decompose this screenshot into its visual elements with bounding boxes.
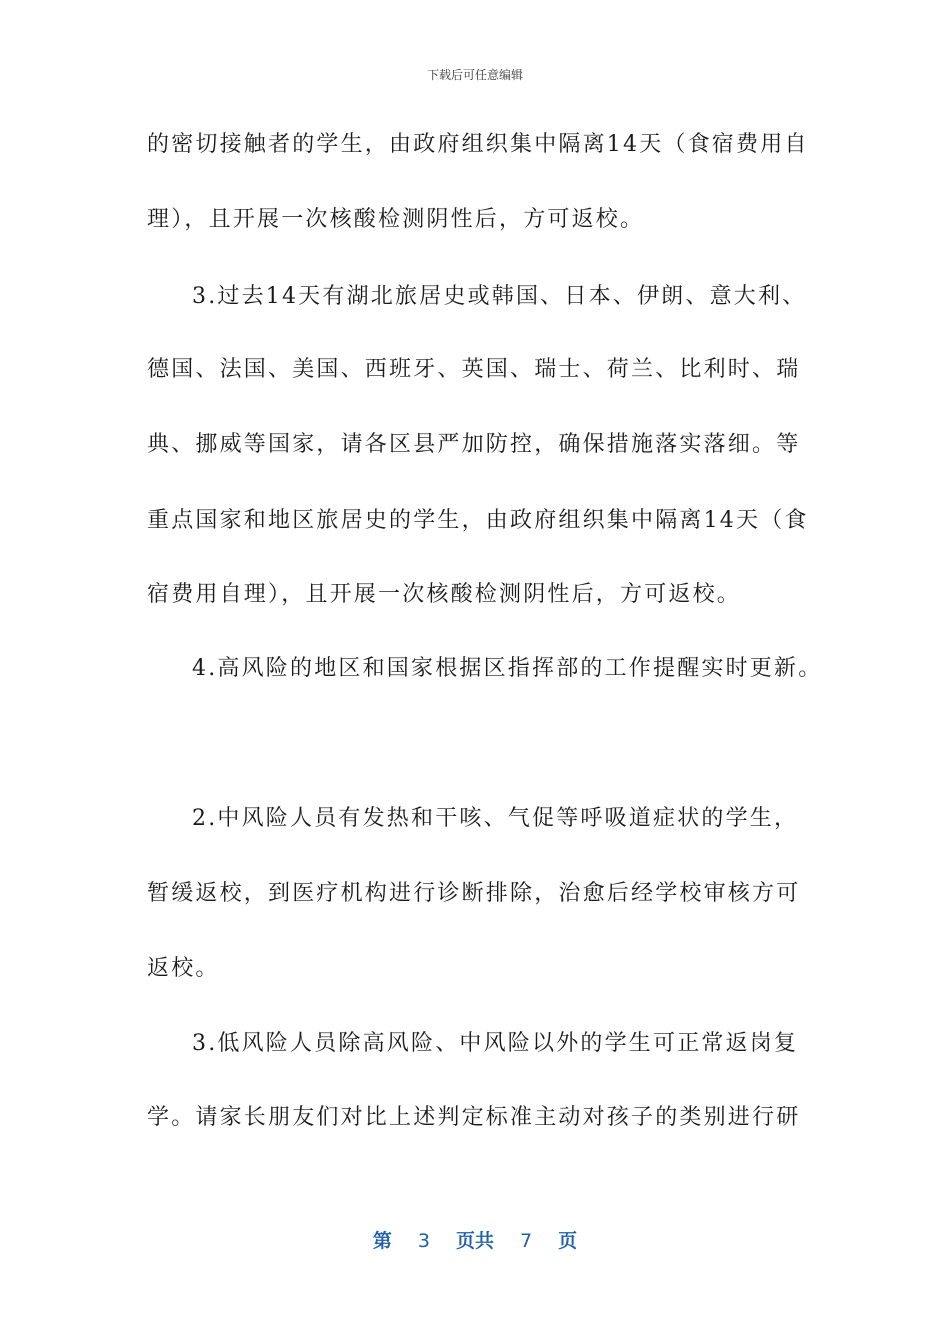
body-line: 理），且开展一次核酸检测阴性后，方可返校。 [147,207,645,232]
body-line: 德国、法国、美国、西班牙、英国、瑞士、荷兰、比利时、瑞 [147,357,801,382]
body-line: 返校。 [147,956,220,981]
body-line: 4.高风险的地区和国家根据区指挥部的工作提醒实时更新。 [192,656,823,681]
page-footer [0,1226,950,1253]
body-line: 重点国家和地区旅居史的学生，由政府组织集中隔离14天（食 [147,508,809,533]
footer-middle: 页共 [455,1230,494,1252]
download-note: 下载后可任意编辑 [426,68,523,82]
body-line: 2.中风险人员有发热和干咳、气促等呼吸道症状的学生， [192,806,799,831]
body-line: 典、挪威等国家，请各区县严加防控，确保措施落实落细。等 [147,432,801,457]
current-page-number: 3 [417,1230,430,1252]
total-page-number: 7 [520,1230,533,1252]
body-line: 暂缓返校，到医疗机构进行诊断排除，治愈后经学校审核方可 [147,881,801,906]
body-line: 的密切接触者的学生，由政府组织集中隔离14天（食宿费用自 [147,132,809,157]
footer-suffix: 页 [558,1230,578,1252]
body-line: 3.低风险人员除高风险、中风险以外的学生可正常返岗复 [192,1031,799,1056]
footer-prefix: 第 [372,1230,392,1252]
body-line: 3.过去14天有湖北旅居史或韩国、日本、伊朗、意大利、 [192,284,807,309]
body-line: 宿费用自理），且开展一次核酸检测阴性后，方可返校。 [147,582,742,607]
body-line: 学。请家长朋友们对比上述判定标准主动对孩子的类别进行研 [147,1105,801,1130]
